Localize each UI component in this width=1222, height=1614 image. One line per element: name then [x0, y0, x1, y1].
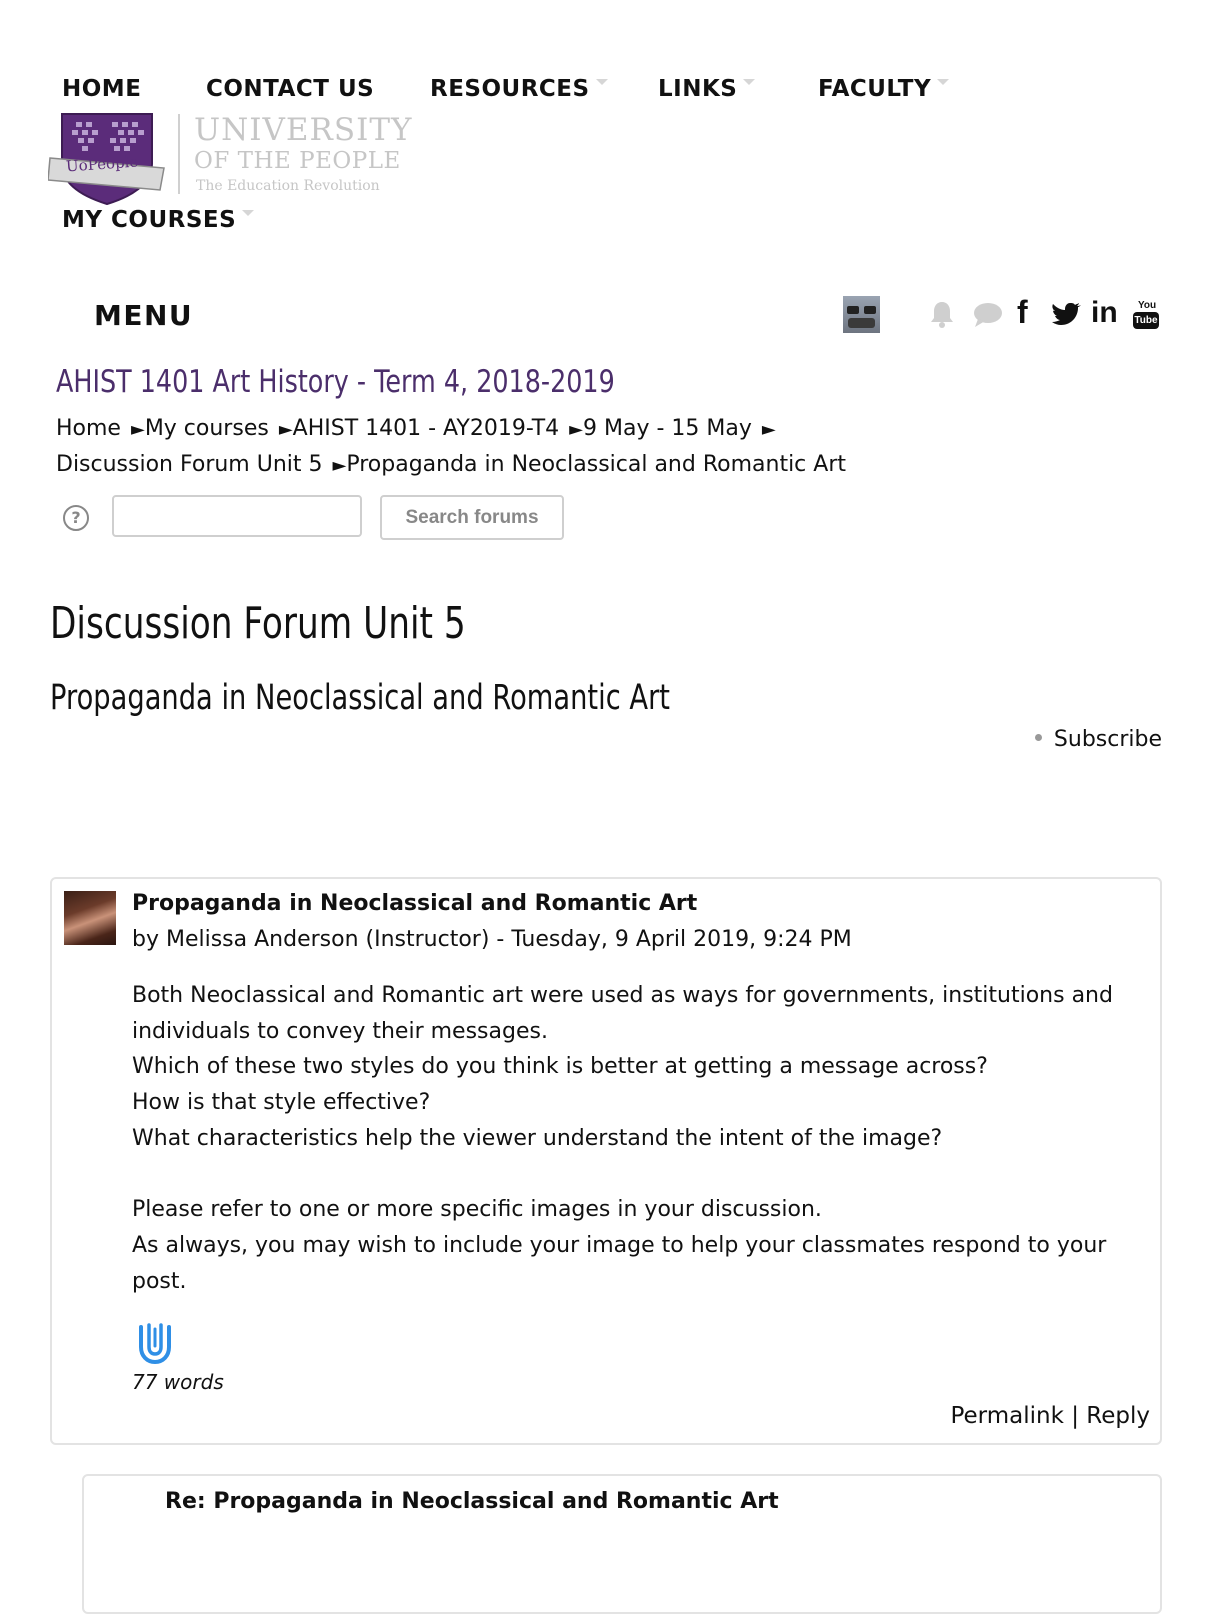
- post-paragraph: Both Neoclassical and Romantic art were used as ways for governments, institutions and individuals to convey their messages.: [132, 983, 1113, 1044]
- breadcrumb-separator: ►: [278, 419, 293, 440]
- subscribe-link[interactable]: [1035, 727, 1162, 752]
- bullet-icon: [1035, 734, 1042, 741]
- search-forums-button[interactable]: Search forums: [380, 495, 564, 540]
- chevron-down-icon: [937, 79, 949, 85]
- nav-resources-label: RESOURCES: [430, 76, 590, 102]
- user-avatar[interactable]: [843, 296, 880, 333]
- logo-line-of-the-people: OF THE PEOPLE: [194, 148, 401, 174]
- breadcrumb-course[interactable]: AHIST 1401 - AY2019-T4: [292, 416, 560, 441]
- reply-link[interactable]: Reply: [1086, 1403, 1150, 1429]
- breadcrumb-line-2: [56, 452, 846, 477]
- breadcrumb: [56, 416, 776, 441]
- post-paragraph: Please refer to one or more specific images in your discussion.: [132, 1197, 822, 1223]
- youtube-icon[interactable]: You Tube: [1133, 300, 1159, 330]
- plagiarism-plugin-icon[interactable]: [138, 1323, 172, 1365]
- course-title[interactable]: AHIST 1401 Art History - Term 4, 2018-2019: [56, 364, 615, 400]
- linkedin-icon[interactable]: in: [1091, 296, 1118, 329]
- subscribe-label: Subscribe: [1053, 727, 1162, 752]
- post-paragraph: Which of these two styles do you think is better at getting a message across?: [132, 1054, 988, 1080]
- breadcrumb-discussion[interactable]: Propaganda in Neoclassical and Romantic Art: [346, 452, 846, 477]
- breadcrumb-separator: ►: [761, 419, 776, 440]
- site-logo[interactable]: [48, 108, 413, 208]
- discussion-heading: Propaganda in Neoclassical and Romantic Art: [50, 678, 671, 718]
- logo-badge-text: UoPeople: [65, 152, 139, 176]
- bell-icon[interactable]: [929, 300, 955, 328]
- post-author-line: by Melissa Anderson (Instructor) - Tuesday, 9 April 2019, 9:24 PM: [132, 927, 852, 952]
- breadcrumb-home[interactable]: Home: [56, 416, 121, 441]
- breadcrumb-separator: ►: [130, 419, 145, 440]
- breadcrumb-forum[interactable]: Discussion Forum Unit 5: [56, 452, 323, 477]
- reply-subject: Re: Propaganda in Neoclassical and Romantic Art: [165, 1489, 779, 1514]
- post-paragraph: As always, you may wish to include your image to help your classmates respond to your post.: [132, 1232, 1107, 1294]
- breadcrumb-separator: ►: [569, 419, 584, 440]
- logo-line-university: UNIVERSITY: [194, 112, 413, 148]
- nav-contact-label: CONTACT US: [206, 76, 375, 102]
- word-count: 77 words: [132, 1370, 224, 1394]
- nav-my-courses[interactable]: [62, 207, 254, 233]
- logo-tagline: The Education Revolution: [196, 178, 380, 194]
- nav-faculty[interactable]: [818, 76, 949, 102]
- post-subject: Propaganda in Neoclassical and Romantic Art: [132, 891, 698, 916]
- menu-button[interactable]: MENU: [94, 299, 194, 332]
- nav-contact-us[interactable]: [206, 76, 374, 102]
- nav-home[interactable]: [62, 76, 141, 102]
- forum-heading: Discussion Forum Unit 5: [50, 598, 466, 649]
- nav-links[interactable]: [658, 76, 755, 102]
- author-avatar[interactable]: [64, 891, 116, 945]
- nav-resources[interactable]: [430, 76, 608, 102]
- nav-faculty-label: FACULTY: [818, 76, 932, 102]
- facebook-icon[interactable]: f: [1017, 294, 1028, 330]
- post-blank-line: [132, 1157, 1132, 1193]
- search-input[interactable]: [112, 495, 362, 537]
- help-icon[interactable]: ?: [63, 505, 89, 531]
- breadcrumb-week[interactable]: 9 May - 15 May: [583, 416, 752, 441]
- actions-divider: |: [1071, 1403, 1079, 1429]
- breadcrumb-my-courses[interactable]: My courses: [144, 416, 269, 441]
- permalink-link[interactable]: Permalink: [950, 1403, 1064, 1429]
- chevron-down-icon: [596, 79, 608, 85]
- post-actions: [950, 1403, 1150, 1429]
- logo-divider: [178, 114, 180, 194]
- nav-links-label: LINKS: [658, 76, 738, 102]
- twitter-icon[interactable]: [1052, 302, 1082, 328]
- chat-bubble-icon[interactable]: [973, 302, 1003, 328]
- post-paragraph: How is that style effective?: [132, 1090, 431, 1116]
- chevron-down-icon: [242, 210, 254, 216]
- post-body: [132, 978, 1132, 1299]
- nav-my-courses-label: MY COURSES: [62, 207, 237, 233]
- post-paragraph: What characteristics help the viewer understand the intent of the image?: [132, 1125, 943, 1151]
- chevron-down-icon: [743, 79, 755, 85]
- breadcrumb-separator: ►: [332, 455, 347, 476]
- nav-home-label: HOME: [62, 76, 142, 102]
